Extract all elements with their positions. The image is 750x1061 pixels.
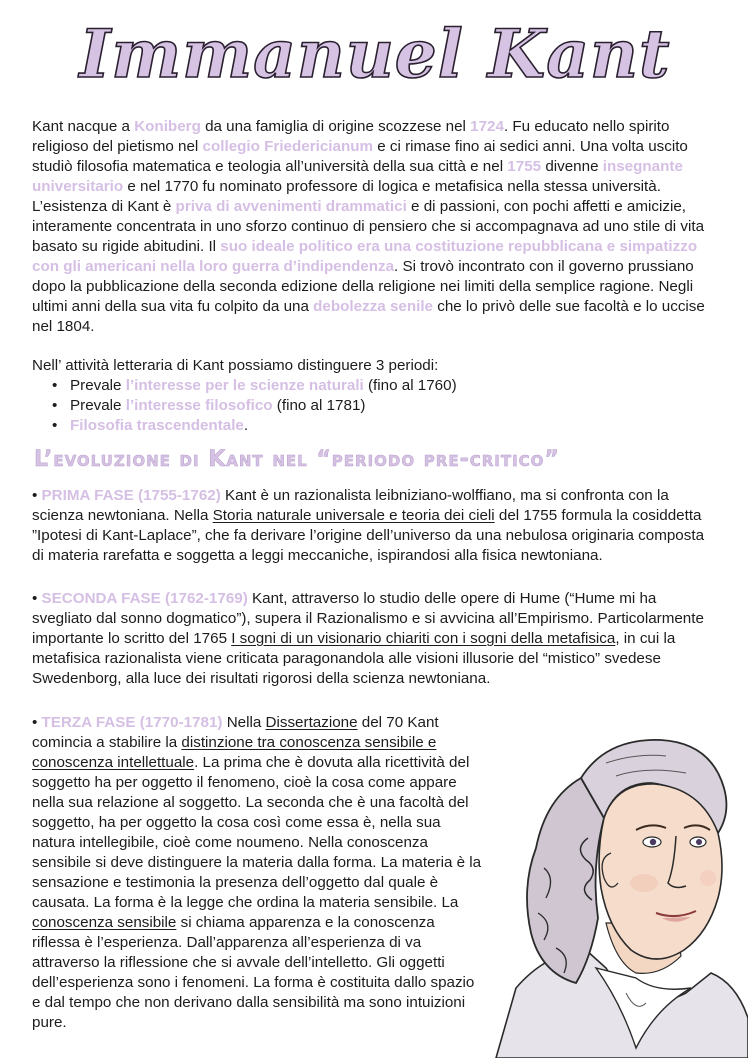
section-heading: L’evoluzione di Kant nel “periodo pre-critico” [34, 447, 560, 472]
highlight-teacher: insegnante universitario [32, 158, 683, 195]
highlight-birth-year: 1724 [470, 118, 504, 135]
highlight: l’interesse per le scienze naturali [125, 377, 364, 394]
text: , in cui la metafisica razionalista viene criticata paragonandola alle visioni illusorie del “mistico” svedese Swedenborg, alla luce dei risultati rigorosi della scienza newtoniana. [32, 630, 676, 687]
work-title: Storia naturale universale e teoria dei cieli [212, 507, 495, 524]
highlight-college: collegio Friedericianum [202, 138, 374, 155]
text: Kant è un razionalista leibniziano-wolffiano, ma si confronta con la scienza newtoniana. Nella [32, 487, 669, 524]
text: Prevale [70, 377, 126, 394]
text: . Si trovò incontrato con il governo prussiano dopo la pubblicazione della seconda edizione della religione nei limiti della semplice ragione. Negli ultimi anni della sua vita fu colpito da una [32, 258, 694, 315]
periods-list [32, 376, 718, 436]
highlight: l’interesse filosofico [125, 397, 273, 414]
phase-three-paragraph [32, 713, 482, 1033]
text: . La prima che è dovuta alla ricettività del soggetto ha per oggetto il fenomeno, cioè la cosa come appare nella sua relazione al soggetto. La seconda che è una facoltà del soggetto, ha per oggetto la cosa così come essa è, nella sua natura intellegibile, cioè come noumeno. Nella conoscenza sensibile si deve distinguere la materia dalla forma. La materia è la sensazione e testimonia la presenza dell’oggetto dal quale è causata. La forma è la legge che ordina la materia sensibile. La [32, 754, 482, 911]
periods-block [32, 356, 718, 436]
text: Kant, attraverso lo studio delle opere di Hume (“Hume mi ha svegliato dal sonno dogmatico”), supera il Razionalismo e si avvicina all’Empirismo. Particolarmente importante lo scritto del 1765 [32, 590, 704, 647]
highlight-senility: debolezza senile [313, 298, 433, 315]
text: del 1755 formula la cosiddetta ”Ipotesi di Kant-Laplace”, che fa derivare l’origine dell’universo da una nebulosa originaria composta di materia rarefatta e soggetta a leggi meccaniche, ispirandosi alla fisica newtoniana. [32, 507, 705, 564]
text: si chiama apparenza e la conoscenza riflessa è l’esperienza. Dall’apparenza all’esperienza di va attraverso la riflessione che si avvale dell’intelletto. Gli oggetti dell’esperienza sono i fenomeni. La forma è costituita dallo spazio e dal tempo che non derivano dalla sensibilità ma sono intuizioni pure. [32, 914, 475, 1031]
key-concept: conoscenza sensibile [32, 914, 177, 931]
highlight-birthplace: Koniberg [134, 118, 201, 135]
biography-paragraph [32, 117, 718, 337]
phase-label: SECONDA FASE (1762-1769) [41, 590, 248, 607]
text: del 70 Kant comincia a stabilire la [32, 714, 439, 751]
highlight: Filosofia trascendentale [70, 417, 244, 434]
text: Nella [222, 714, 266, 731]
highlight-year-1755: 1755 [507, 158, 542, 175]
phase-label: TERZA FASE (1770-1781) [41, 714, 223, 731]
kant-portrait-icon [486, 718, 748, 1058]
phase-one-paragraph [32, 486, 718, 566]
text: e di passioni, con pochi affetti e amicizie, interamente concentrata in uno sforzo continuo di pensiero che si accompagnava ad uno stile di vita basato su rigide abitudini. Il [32, 198, 705, 255]
text: che lo privò delle sue facoltà e lo uccise nel 1804. [32, 298, 705, 335]
work-title: I sogni di un visionario chiariti con i sogni della metafisica [231, 630, 616, 647]
text: da una famiglia di origine scozzese nel [200, 118, 471, 135]
text: e ci rimase fino ai sedici anni. Una volta uscito studiò filosofia matematica e teologia all’università della sua città e nel [32, 138, 688, 175]
highlight-political-ideal: suo ideale politico era una costituzione repubblicana e simpatizzo con gli americani nella loro guerra d’indipendenza [32, 238, 698, 275]
periods-intro: Nell’ attività letteraria di Kant possiamo distinguere 3 periodi: [32, 357, 439, 374]
page-title: Immanuel Kant [79, 15, 671, 93]
phase-two-paragraph [32, 589, 718, 689]
bullet: • [32, 487, 42, 504]
work-title: Dissertazione [265, 714, 358, 731]
bullet: • [32, 714, 42, 731]
list-item [70, 396, 718, 416]
list-item [70, 376, 718, 396]
key-concept: distinzione tra conoscenza sensibile e conoscenza intellettuale [32, 734, 437, 771]
text: Prevale [70, 397, 126, 414]
text: divenne [541, 158, 603, 175]
text: Kant nacque a [32, 118, 135, 135]
list-item [70, 416, 718, 436]
text: (fino al 1760) [363, 377, 457, 394]
phase-label: PRIMA FASE (1755-1762) [41, 487, 221, 504]
text: (fino al 1781) [272, 397, 366, 414]
bullet: • [32, 590, 42, 607]
text: . [243, 417, 249, 434]
text: e nel 1770 fu nominato professore di logica e metafisica nella stessa università. L’esistenza di Kant è [32, 178, 661, 215]
highlight-no-drama: priva di avvenimenti drammatici [175, 198, 407, 215]
text: . Fu educato nello spirito religioso del pietismo nel [32, 118, 670, 155]
